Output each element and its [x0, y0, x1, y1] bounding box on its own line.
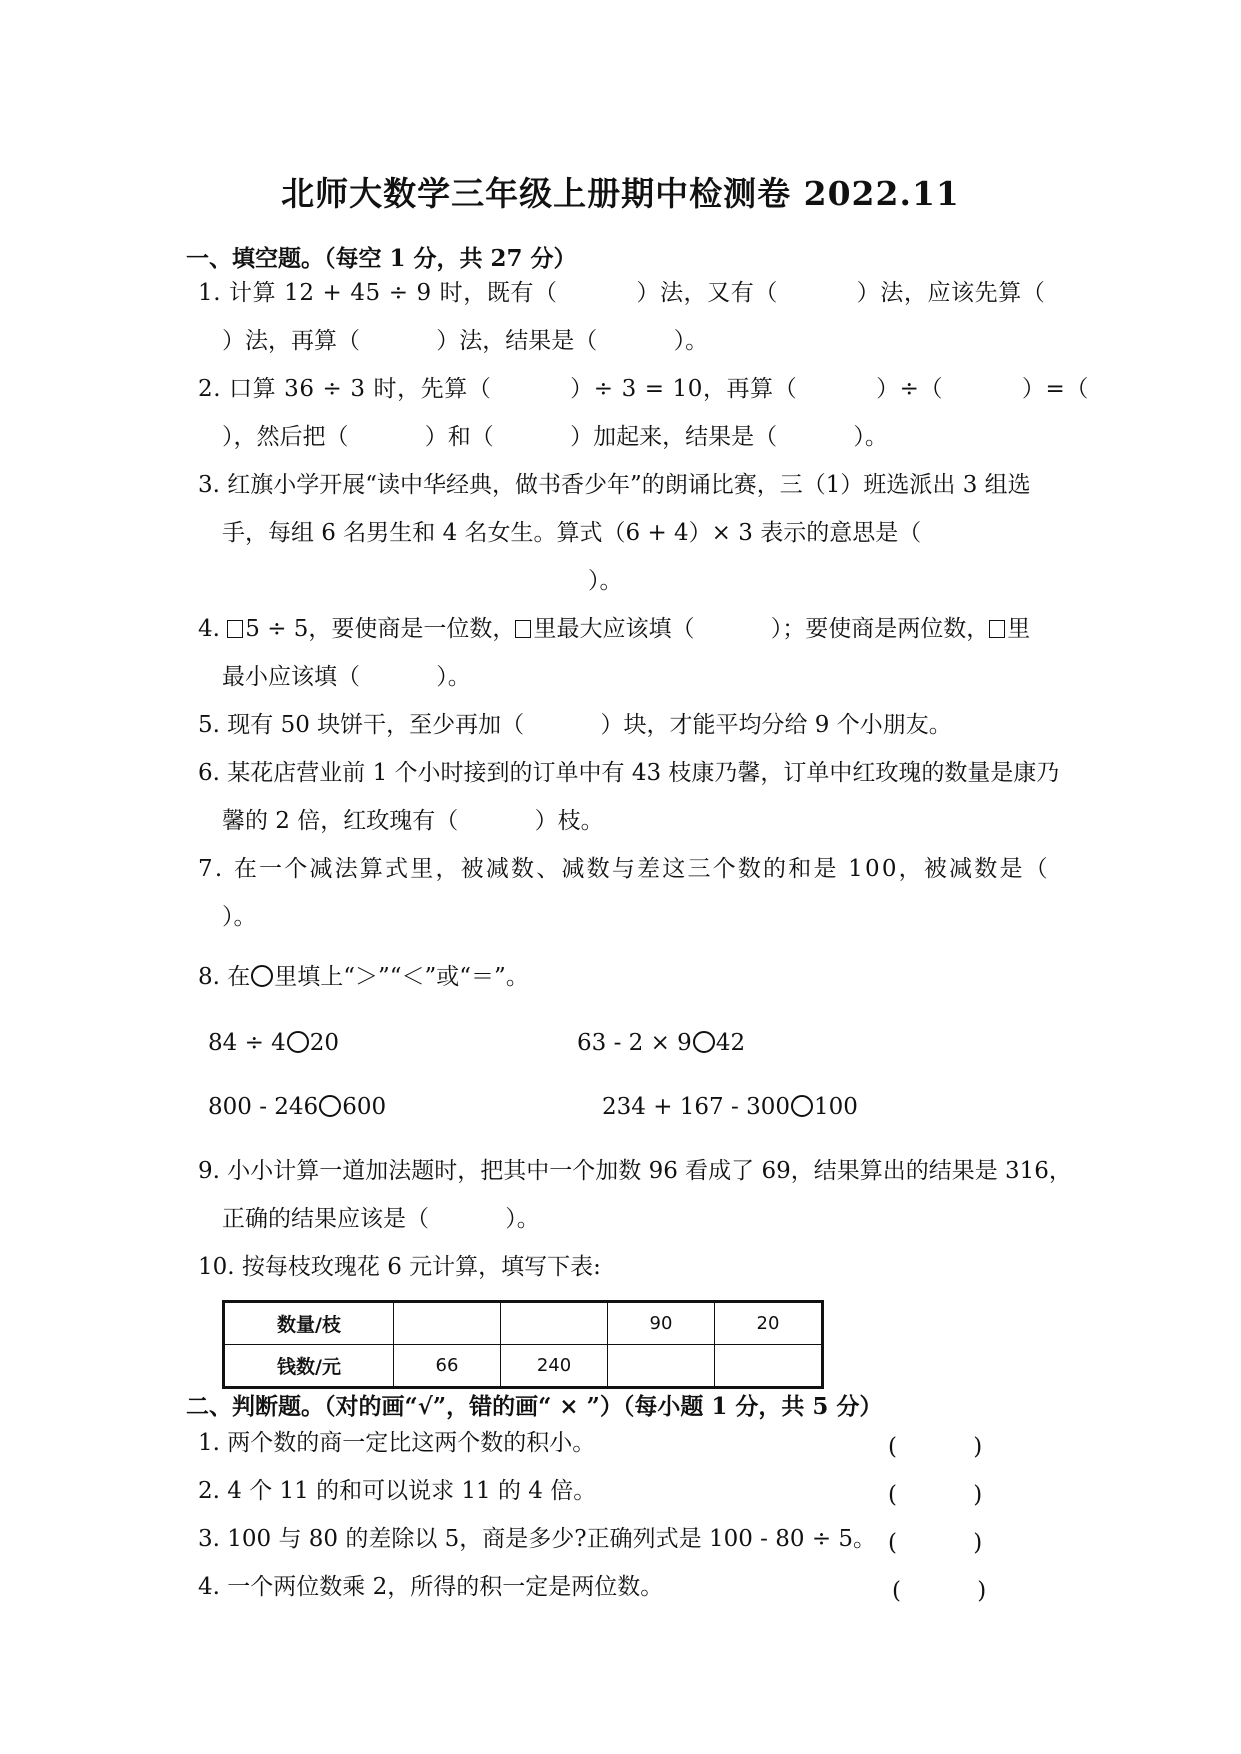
- judge-blank-3: ( ): [888, 1530, 983, 1556]
- q2-line2: ），然后把（ ）和（ ）加起来，结果是（ ）。: [222, 424, 888, 450]
- table-cell: 240: [501, 1345, 608, 1388]
- table-cell: [394, 1302, 501, 1345]
- circle-blank-icon: [319, 1095, 341, 1117]
- table-cell: 20: [715, 1302, 823, 1345]
- q1-line1: 1. 计算 12 + 45 ÷ 9 时，既有（ ）法，又有（ ）法，应该先算（: [198, 280, 1046, 306]
- table-row: [224, 1345, 823, 1388]
- q4-text-a: 5 ÷ 5，要使商是一位数，: [245, 616, 516, 642]
- judge-blank-4: ( ): [892, 1578, 987, 1604]
- compare-3-right: 600: [342, 1094, 387, 1120]
- compare-4-left: 234 + 167 - 300: [602, 1094, 790, 1120]
- q5-line: 5. 现有 50 块饼干，至少再加（ ）块，才能平均分给 9 个小朋友。: [198, 712, 952, 738]
- square-blank-icon: [989, 620, 1005, 638]
- judge-item-2: 2. 4 个 11 的和可以说求 11 的 4 倍。: [198, 1478, 597, 1504]
- compare-3-left: 800 - 246: [208, 1094, 319, 1120]
- price-table: [222, 1300, 824, 1389]
- section2-heading: 二、判断题。（对的画“√”，错的画“ × ”）（每小题 1 分，共 5 分）: [186, 1393, 883, 1420]
- q4-text-c: 里: [1007, 616, 1031, 642]
- square-blank-icon: [515, 620, 531, 638]
- q1-line2: ）法，再算（ ）法，结果是（ ）。: [222, 328, 709, 354]
- table-row-header: 钱数/元: [224, 1345, 394, 1388]
- judge-item-3: 3. 100 与 80 的差除以 5，商是多少?正确列式是 100 - 80 ÷ 5。: [198, 1526, 877, 1552]
- q4-text-b: 里最大应该填（ ）；要使商是两位数，: [533, 616, 990, 642]
- table-row: [224, 1302, 823, 1345]
- q4-line1: [198, 614, 1030, 644]
- table-cell: [501, 1302, 608, 1345]
- q6-line1: 6. 某花店营业前 1 个小时接到的订单中有 43 枝康乃馨，订单中红玫瑰的数量是康乃: [198, 760, 1060, 786]
- circle-blank-icon: [251, 965, 273, 987]
- judge-item-1: 1. 两个数的商一定比这两个数的积小。: [198, 1430, 596, 1456]
- q2-line1: 2. 口算 36 ÷ 3 时，先算（ ）÷ 3 = 10，再算（ ）÷（ ）=（: [198, 376, 1089, 402]
- circle-blank-icon: [287, 1031, 309, 1053]
- compare-2: [577, 1028, 745, 1058]
- circle-blank-icon: [791, 1095, 813, 1117]
- q8-text-a: 8. 在: [198, 964, 251, 990]
- compare-2-right: 42: [715, 1030, 746, 1056]
- q10-line: 10. 按每枝玫瑰花 6 元计算，填写下表:: [198, 1254, 601, 1280]
- judge-item-4: 4. 一个两位数乘 2，所得的积一定是两位数。: [198, 1574, 664, 1600]
- compare-1-right: 20: [309, 1030, 340, 1056]
- page-title: 北师大数学三年级上册期中检测卷 2022.11: [281, 174, 960, 213]
- circle-blank-icon: [693, 1031, 715, 1053]
- compare-4-right: 100: [814, 1094, 858, 1120]
- q4-number: 4.: [198, 616, 228, 642]
- q6-line2: 馨的 2 倍，红玫瑰有（ ）枝。: [222, 808, 604, 834]
- q8-line: [198, 962, 529, 992]
- q3-line3: ）。: [588, 568, 623, 594]
- q7-line2: ）。: [222, 904, 257, 930]
- table-cell: 66: [394, 1345, 501, 1388]
- q9-line2: 正确的结果应该是（ ）。: [222, 1206, 540, 1232]
- judge-blank-1: ( ): [888, 1434, 983, 1460]
- q3-line1: 3. 红旗小学开展“读中华经典，做书香少年”的朗诵比赛，三（1）班选派出 3 组选: [198, 472, 1031, 498]
- compare-1-left: 84 ÷ 4: [208, 1030, 286, 1056]
- compare-1: [208, 1028, 339, 1058]
- table-cell: 90: [608, 1302, 715, 1345]
- section1-heading: 一、填空题。（每空 1 分，共 27 分）: [186, 245, 577, 272]
- q4-line2: 最小应该填（ ）。: [222, 664, 471, 690]
- table-cell: [715, 1345, 823, 1388]
- table-cell: [608, 1345, 715, 1388]
- table-row-header: 数量/枝: [224, 1302, 394, 1345]
- judge-blank-2: ( ): [888, 1482, 983, 1508]
- square-blank-icon: [227, 620, 243, 638]
- compare-2-left: 63 - 2 × 9: [577, 1030, 692, 1056]
- compare-4: [602, 1092, 858, 1122]
- q7-line1: 7. 在一个减法算式里，被减数、减数与差这三个数的和是 100，被减数是（: [198, 856, 1050, 882]
- compare-3: [208, 1092, 386, 1122]
- q3-line2: 手，每组 6 名男生和 4 名女生。算式（6 + 4）× 3 表示的意思是（: [222, 520, 922, 546]
- q9-line1: 9. 小小计算一道加法题时，把其中一个加数 96 看成了 69，结果算出的结果是 316，: [198, 1158, 1072, 1184]
- q8-text-b: 里填上“＞”“＜”或“＝”。: [274, 964, 529, 990]
